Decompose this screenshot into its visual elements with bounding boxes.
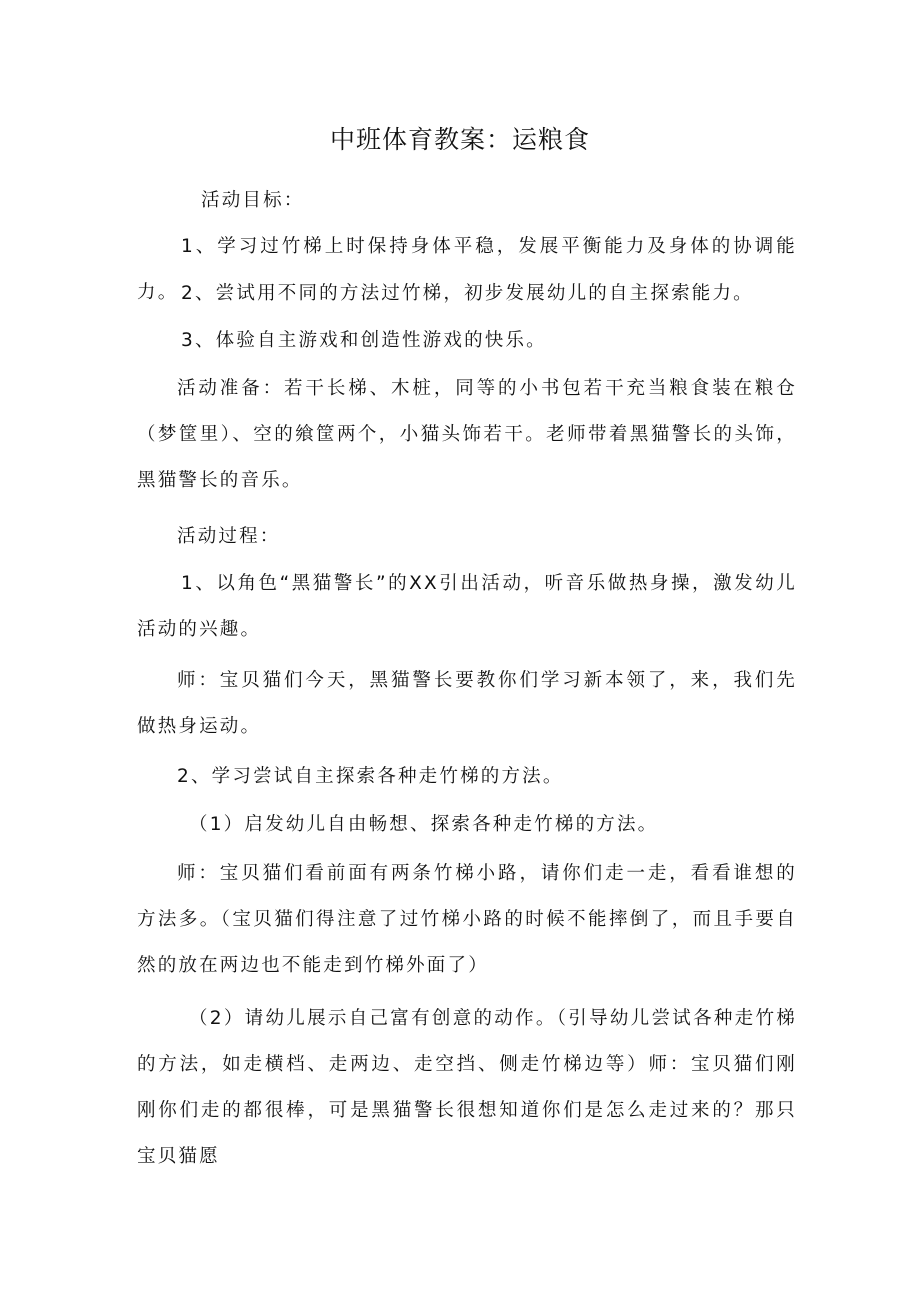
section-heading-goals: 活动目标：	[201, 190, 305, 211]
process-step-2: 2、学习尝试自主探索各种走竹梯的方法。	[177, 766, 564, 787]
teacher-line-1: 师：宝贝猫们今天，黑猫警长要教你们学习新本领了，来，我们先做热身运动。	[137, 670, 797, 737]
document-title: 中班体育教案：运粮食	[329, 125, 590, 154]
preparation-paragraph: 活动准备：若干长梯、木桩，同等的小书包若干充当粮食装在粮仓（梦筐里）、空的飨筐两个，小猫头饰若干。老师带着黑猫警长的头饰，黑猫警长的音乐。	[137, 378, 797, 491]
goal-item-1: 1、学习过竹梯上时保持身体平稳，发展平衡能力及身体的协调能力。	[137, 236, 797, 303]
substep-2: （2）请幼儿展示自己富有创意的动作。（引导幼儿尝试各种走竹梯的方法，如走横档、走两边、走空挡、侧走竹梯边等）师：宝贝猫们刚刚你们走的都很棒，可是黑猫警长很想知道你们是怎么走过来的？那只宝贝猫愿	[137, 1008, 797, 1167]
goal-item-3: 3、体验自主游戏和创造性游戏的快乐。	[181, 330, 547, 351]
teacher-line-2: 师：宝贝猫们看前面有两条竹梯小路，请你们走一走，看看谁想的方法多。（宝贝猫们得注意了过竹梯小路的时候不能摔倒了，而且手要自然的放在两边也不能走到竹梯外面了）	[137, 863, 797, 976]
section-heading-process: 活动过程：	[177, 526, 281, 547]
process-step-1: 1、以角色“黑猫警长”的XX引出活动，听音乐做热身操，激发幼儿活动的兴趣。	[137, 573, 797, 640]
substep-1: （1）启发幼儿自由畅想、探索各种走竹梯的方法。	[189, 814, 659, 835]
goal-item-2: 2、尝试用不同的方法过竹梯，初步发展幼儿的自主探索能力。	[181, 283, 754, 304]
